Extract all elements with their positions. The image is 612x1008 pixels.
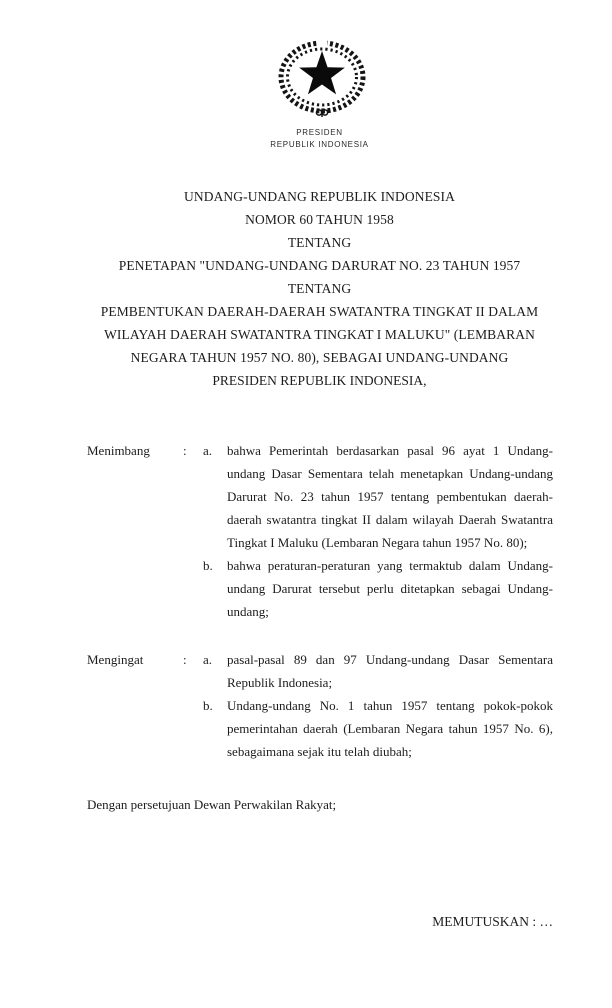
law-title-line: TENTANG <box>287 235 352 250</box>
menimbang-label: Menimbang <box>87 443 150 458</box>
mengingat-colon: : <box>183 652 187 667</box>
law-title-line: WILAYAH DAERAH SWATANTRA TINGKAT I MALUKU" (LEMBARAN <box>104 327 535 342</box>
salutation-line: PRESIDEN REPUBLIK INDONESIA, <box>212 373 427 388</box>
item-marker: a. <box>203 652 213 667</box>
mengingat-items <box>203 648 553 763</box>
menimbang-items <box>203 439 553 623</box>
menimbang-section <box>87 439 553 623</box>
menimbang-colon: : <box>183 443 187 458</box>
presidential-seal <box>278 40 366 118</box>
item-marker: b. <box>203 698 213 713</box>
mengingat-label: Mengingat <box>87 652 144 667</box>
item-text: bahwa peraturan-peraturan yang termaktub dalam Undang-undang Darurat tersebut perlu ditetapkan sebagai Undang-undang; <box>227 558 553 619</box>
memutuskan-line: MEMUTUSKAN : … <box>432 914 553 929</box>
item-marker: b. <box>203 558 213 573</box>
star-wreath-icon <box>278 40 366 118</box>
law-title <box>86 185 553 369</box>
law-title-line: PENETAPAN "UNDANG-UNDANG DARURAT NO. 23 TAHUN 1957 TENTANG <box>118 258 521 296</box>
item-text: Undang-undang No. 1 tahun 1957 tentang pokok-pokok pemerintahan daerah (Lembaran Negara tahun 1957 No. 6), sebagaimana sejak itu telah diubah; <box>227 698 553 759</box>
mengingat-section <box>87 648 553 763</box>
menimbang-item <box>203 554 553 623</box>
mengingat-item <box>203 694 553 763</box>
item-marker: a. <box>203 443 213 458</box>
letterhead-label <box>86 127 553 150</box>
item-text: bahwa Pemerintah berdasarkan pasal 96 ayat 1 Undang-undang Dasar Sementara telah menetapkan Undang-undang Darurat No. 23 tahun 1957 tentang pembentukan daerah-daerah swatantra tingkat II dalam wilayah Daerah Swatantra Tingkat I Maluku (Lembaran Negara tahun 1957 No. 80); <box>227 443 553 550</box>
law-title-line: PEMBENTUKAN DAERAH-DAERAH SWATANTRA TINGKAT II DALAM <box>100 304 539 319</box>
item-text: pasal-pasal 89 dan 97 Undang-undang Dasar Sementara Republik Indonesia; <box>227 652 553 690</box>
letterhead-line-republik: REPUBLIK INDONESIA <box>270 139 369 149</box>
menimbang-item <box>203 439 553 554</box>
law-title-line: UNDANG-UNDANG REPUBLIK INDONESIA <box>184 189 455 204</box>
law-title-line: NOMOR 60 TAHUN 1958 <box>245 212 394 227</box>
letterhead-line-presiden: PRESIDEN <box>296 128 343 137</box>
mengingat-item <box>203 648 553 694</box>
law-title-line: NEGARA TAHUN 1957 NO. 80), SEBAGAI UNDANG-UNDANG <box>130 350 509 365</box>
approval-line: Dengan persetujuan Dewan Perwakilan Rakyat; <box>87 797 337 812</box>
